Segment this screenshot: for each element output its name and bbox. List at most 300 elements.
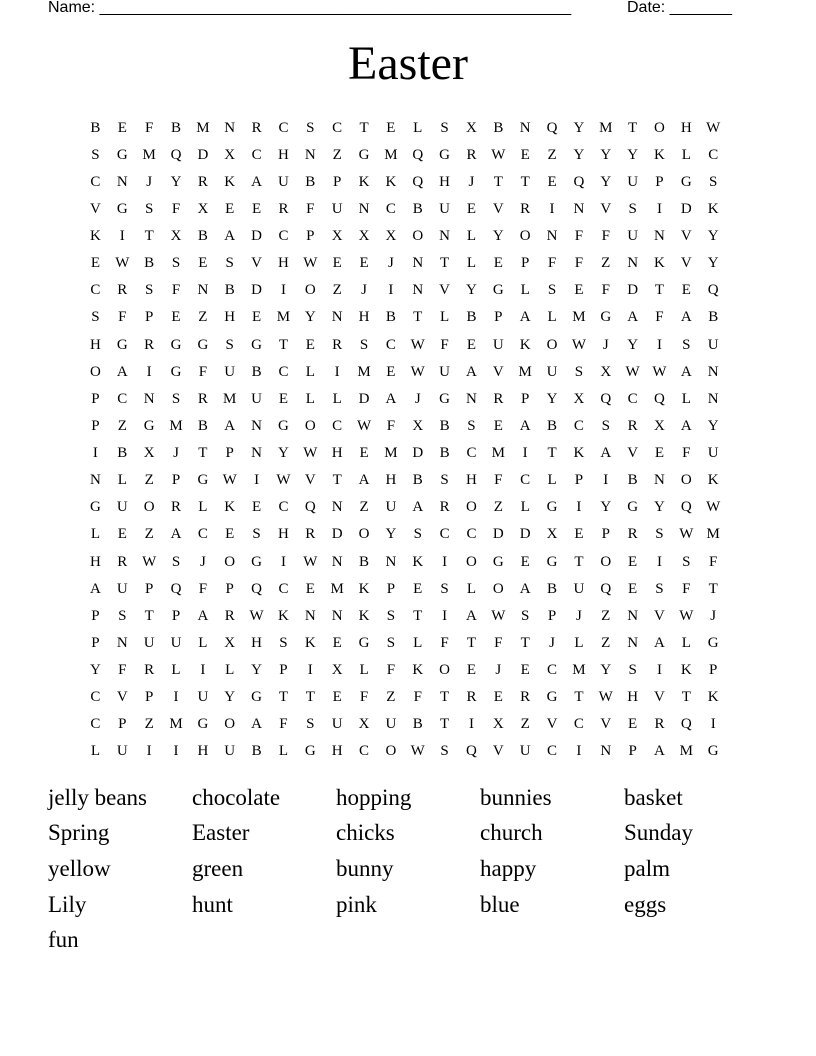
- grid-letter: A: [654, 634, 665, 651]
- grid-letter: C: [251, 146, 262, 163]
- grid-letter: E: [252, 499, 262, 516]
- grid-letter: F: [682, 445, 691, 462]
- grid-letter: P: [521, 255, 530, 272]
- grid-letter: S: [601, 417, 610, 434]
- grid-letter: Y: [600, 146, 612, 163]
- grid-letter: I: [656, 662, 662, 679]
- grid-letter: E: [413, 580, 423, 597]
- grid-letter: E: [547, 173, 557, 190]
- grid-letter: X: [492, 716, 504, 733]
- grid-letter: F: [198, 363, 208, 380]
- grid-letter: O: [412, 228, 424, 245]
- grid-letter: L: [681, 634, 691, 651]
- grid-letter: Q: [251, 580, 262, 597]
- grid-letter: N: [331, 309, 343, 326]
- grid-letter: Z: [601, 634, 611, 651]
- grid-letter: P: [655, 173, 664, 190]
- grid-letter: K: [519, 336, 531, 353]
- grid-letter: S: [225, 255, 234, 272]
- grid-letter: S: [171, 255, 181, 272]
- grid-letter: Q: [546, 119, 558, 136]
- grid-letter: T: [278, 336, 289, 353]
- word-list-item: Lily: [48, 891, 87, 917]
- grid-letter: I: [173, 689, 179, 706]
- grid-letter: X: [573, 390, 585, 407]
- grid-letter: C: [90, 716, 101, 733]
- grid-letter: M: [572, 662, 586, 679]
- grid-letter: B: [547, 580, 558, 597]
- grid-letter: E: [117, 119, 127, 136]
- grid-letter: T: [278, 689, 289, 706]
- grid-letter: L: [466, 255, 477, 272]
- grid-letter: F: [574, 228, 584, 245]
- grid-letter: N: [654, 472, 665, 489]
- grid-letter: O: [439, 662, 451, 679]
- grid-letter: E: [332, 634, 342, 651]
- grid-letter: S: [413, 526, 422, 543]
- word-list-item: chocolate: [192, 784, 281, 810]
- grid-letter: N: [143, 390, 155, 407]
- grid-letter: F: [601, 282, 610, 299]
- grid-letter: X: [143, 445, 155, 462]
- grid-letter: R: [278, 200, 289, 217]
- grid-letter: Y: [654, 499, 665, 516]
- grid-letter: B: [171, 119, 182, 136]
- grid-letter: C: [278, 119, 289, 136]
- word-list-item: church: [480, 820, 543, 846]
- grid-letter: R: [144, 662, 155, 679]
- grid-letter: D: [492, 526, 504, 543]
- grid-row: [82, 440, 738, 467]
- grid-letter: G: [439, 390, 451, 407]
- grid-letter: X: [224, 146, 236, 163]
- grid-letter: P: [171, 607, 181, 624]
- grid-letter: K: [358, 607, 370, 624]
- grid-letter: J: [549, 634, 555, 651]
- grid-letter: D: [519, 526, 531, 543]
- grid-letter: G: [600, 309, 612, 326]
- grid-letter: L: [413, 634, 423, 651]
- word-list-row: [48, 887, 768, 923]
- grid-letter: S: [279, 634, 288, 651]
- grid-letter: G: [197, 472, 209, 489]
- grid-letter: L: [90, 743, 101, 760]
- grid-letter: Z: [144, 716, 154, 733]
- grid-letter: K: [654, 255, 665, 272]
- grid-letter: P: [144, 689, 154, 706]
- grid-letter: B: [251, 743, 262, 760]
- grid-letter: U: [385, 499, 397, 516]
- grid-letter: X: [385, 228, 397, 245]
- grid-letter: I: [522, 445, 528, 462]
- grid-letter: M: [169, 716, 183, 733]
- grid-row: [82, 629, 738, 656]
- grid-letter: Y: [627, 146, 639, 163]
- grid-letter: N: [627, 255, 639, 272]
- grid-letter: E: [628, 716, 638, 733]
- grid-letter: T: [413, 309, 423, 326]
- grid-letter: U: [627, 173, 639, 190]
- grid-letter: S: [144, 282, 154, 299]
- grid-letter: D: [251, 282, 262, 299]
- grid-letter: E: [386, 363, 396, 380]
- grid-letter: E: [225, 200, 235, 217]
- grid-letter: B: [251, 363, 262, 380]
- word-list-item: green: [192, 855, 244, 881]
- grid-letter: A: [680, 363, 692, 380]
- grid-letter: F: [359, 689, 369, 706]
- grid-letter: S: [118, 607, 127, 624]
- grid-letter: L: [305, 363, 315, 380]
- grid-letter: E: [520, 662, 530, 679]
- grid-letter: L: [413, 119, 423, 136]
- grid-letter: G: [143, 417, 155, 434]
- grid-letter: T: [628, 119, 638, 136]
- grid-letter: I: [442, 607, 448, 624]
- grid-letter: L: [681, 390, 691, 407]
- grid-letter: Q: [573, 173, 585, 190]
- grid-letter: P: [144, 580, 154, 597]
- grid-letter: G: [116, 200, 128, 217]
- grid-letter: A: [466, 363, 477, 380]
- grid-letter: A: [385, 390, 397, 407]
- grid-letter: Y: [90, 662, 101, 679]
- grid-letter: G: [492, 282, 504, 299]
- grid-letter: Z: [144, 526, 154, 543]
- grid-letter: V: [90, 200, 101, 217]
- grid-letter: O: [90, 363, 101, 380]
- grid-letter: O: [143, 499, 155, 516]
- grid-letter: A: [519, 417, 531, 434]
- grid-letter: I: [388, 282, 394, 299]
- grid-letter: S: [682, 336, 691, 353]
- grid-letter: Q: [304, 499, 316, 516]
- grid-letter: M: [491, 445, 505, 462]
- grid-letter: W: [598, 689, 613, 706]
- grid-letter: K: [707, 200, 719, 217]
- grid-letter: U: [331, 200, 343, 217]
- grid-letter: Y: [278, 445, 289, 462]
- word-list-item: pink: [336, 891, 377, 917]
- grid-letter: T: [440, 716, 450, 733]
- grid-letter: M: [599, 119, 613, 136]
- grid-letter: I: [576, 743, 582, 760]
- grid-letter: Q: [707, 282, 719, 299]
- word-list-row: [48, 922, 768, 958]
- grid-letter: Y: [627, 336, 639, 353]
- grid-letter: I: [576, 499, 582, 516]
- grid-letter: B: [412, 472, 423, 489]
- grid-letter: L: [466, 580, 477, 597]
- grid-letter: U: [197, 689, 209, 706]
- grid-letter: N: [331, 553, 343, 570]
- grid-letter: B: [466, 309, 477, 326]
- grid-letter: Q: [654, 390, 665, 407]
- grid-letter: S: [574, 363, 584, 380]
- grid-letter: N: [251, 445, 262, 462]
- grid-letter: A: [412, 499, 424, 516]
- grid-letter: K: [304, 634, 316, 651]
- grid-letter: G: [439, 146, 451, 163]
- grid-letter: E: [466, 336, 477, 353]
- grid-letter: S: [386, 634, 396, 651]
- grid-letter: Q: [412, 146, 424, 163]
- grid-letter: D: [412, 445, 424, 462]
- grid-letter: E: [117, 526, 127, 543]
- grid-letter: Z: [198, 309, 208, 326]
- grid-letter: Z: [117, 417, 127, 434]
- grid-row: [82, 467, 738, 494]
- grid-letter: L: [117, 472, 127, 489]
- grid-letter: N: [627, 634, 639, 651]
- grid-letter: D: [358, 390, 370, 407]
- grid-letter: Z: [547, 146, 557, 163]
- word-list-row: [48, 780, 768, 816]
- grid-letter: M: [357, 363, 371, 380]
- grid-letter: F: [386, 417, 396, 434]
- grid-letter: K: [358, 173, 370, 190]
- grid-letter: U: [385, 716, 397, 733]
- grid-letter: U: [116, 743, 128, 760]
- grid-letter: J: [468, 173, 475, 190]
- grid-letter: O: [385, 743, 397, 760]
- grid-letter: B: [224, 282, 235, 299]
- grid-letter: P: [91, 607, 100, 624]
- grid-letter: F: [494, 472, 503, 489]
- grid-letter: P: [91, 390, 100, 407]
- grid-letter: U: [492, 336, 504, 353]
- grid-letter: Z: [359, 499, 369, 516]
- grid-letter: I: [656, 336, 662, 353]
- grid-letter: F: [118, 662, 127, 679]
- grid-letter: B: [708, 309, 719, 326]
- grid-letter: K: [573, 445, 585, 462]
- grid-letter: R: [305, 526, 316, 543]
- grid-letter: C: [332, 417, 343, 434]
- grid-letter: D: [197, 146, 209, 163]
- grid-letter: T: [681, 689, 691, 706]
- grid-letter: L: [440, 309, 450, 326]
- grid-letter: T: [332, 472, 342, 489]
- grid-letter: T: [198, 445, 208, 462]
- grid-letter: G: [546, 553, 558, 570]
- grid-letter: B: [197, 228, 208, 245]
- grid-letter: S: [440, 472, 449, 489]
- word-list-item: palm: [624, 855, 670, 881]
- grid-letter: V: [304, 472, 316, 489]
- grid-letter: H: [251, 634, 262, 651]
- grid-row: [82, 168, 738, 195]
- grid-letter: T: [305, 689, 315, 706]
- grid-letter: O: [546, 336, 558, 353]
- grid-letter: C: [332, 119, 343, 136]
- grid-letter: H: [90, 336, 101, 353]
- grid-letter: B: [305, 173, 316, 190]
- grid-letter: N: [546, 228, 558, 245]
- grid-letter: C: [708, 146, 719, 163]
- word-list-item: basket: [624, 784, 683, 810]
- grid-letter: F: [440, 336, 449, 353]
- grid-letter: E: [305, 336, 315, 353]
- grid-letter: H: [90, 553, 101, 570]
- grid-letter: B: [117, 445, 128, 462]
- word-list-item: eggs: [624, 891, 667, 917]
- grid-letter: W: [706, 119, 721, 136]
- grid-letter: A: [600, 445, 612, 462]
- grid-letter: V: [492, 363, 504, 380]
- grid-letter: N: [197, 282, 209, 299]
- grid-letter: K: [90, 228, 101, 245]
- grid-letter: N: [116, 173, 128, 190]
- grid-letter: X: [412, 417, 424, 434]
- grid-letter: P: [386, 580, 396, 597]
- grid-letter: Q: [170, 580, 182, 597]
- grid-letter: I: [307, 662, 313, 679]
- grid-letter: C: [385, 336, 396, 353]
- grid-letter: G: [304, 743, 316, 760]
- grid-letter: G: [492, 553, 504, 570]
- grid-letter: L: [225, 662, 235, 679]
- grid-letter: Y: [600, 173, 612, 190]
- grid-letter: R: [224, 607, 235, 624]
- grid-letter: X: [331, 662, 343, 679]
- grid-letter: H: [439, 173, 451, 190]
- word-list-item: chicks: [336, 820, 395, 846]
- grid-letter: E: [493, 255, 503, 272]
- grid-letter: F: [574, 255, 584, 272]
- grid-letter: K: [385, 173, 397, 190]
- grid-letter: U: [439, 363, 451, 380]
- grid-letter: P: [601, 526, 610, 543]
- grid-letter: X: [331, 228, 343, 245]
- grid-letter: D: [627, 282, 639, 299]
- grid-letter: E: [359, 445, 369, 462]
- grid-letter: S: [628, 200, 637, 217]
- grid-letter: A: [170, 526, 182, 543]
- grid-letter: J: [361, 282, 367, 299]
- grid-letter: R: [197, 390, 208, 407]
- grid-letter: E: [574, 282, 584, 299]
- grid-letter: M: [330, 580, 344, 597]
- grid-letter: T: [547, 445, 557, 462]
- grid-letter: A: [519, 309, 531, 326]
- grid-letter: L: [681, 146, 691, 163]
- grid-letter: V: [600, 716, 612, 733]
- grid-letter: W: [491, 607, 506, 624]
- grid-letter: J: [173, 445, 179, 462]
- grid-letter: P: [494, 309, 503, 326]
- grid-letter: I: [280, 282, 286, 299]
- grid-letter: E: [520, 146, 530, 163]
- grid-letter: Y: [573, 146, 585, 163]
- grid-letter: Q: [680, 499, 692, 516]
- grid-letter: I: [173, 743, 179, 760]
- name-field-label: Name: _____________________________________________________: [48, 0, 572, 16]
- grid-letter: E: [386, 119, 396, 136]
- grid-letter: Y: [707, 228, 719, 245]
- grid-letter: C: [90, 689, 101, 706]
- grid-letter: G: [707, 743, 719, 760]
- grid-letter: J: [414, 390, 421, 407]
- grid-letter: I: [656, 553, 662, 570]
- grid-letter: R: [144, 336, 155, 353]
- grid-row: [82, 575, 738, 602]
- grid-letter: R: [332, 336, 343, 353]
- grid-letter: P: [225, 445, 234, 462]
- grid-letter: O: [224, 716, 236, 733]
- grid-letter: J: [602, 336, 609, 353]
- grid-letter: T: [144, 607, 154, 624]
- grid-letter: H: [385, 472, 397, 489]
- grid-letter: L: [520, 282, 530, 299]
- grid-letter: G: [251, 689, 262, 706]
- grid-letter: O: [654, 119, 665, 136]
- grid-letter: A: [519, 580, 531, 597]
- grid-letter: T: [654, 282, 665, 299]
- grid-letter: X: [224, 634, 236, 651]
- grid-letter: H: [197, 743, 209, 760]
- grid-letter: Y: [304, 309, 316, 326]
- grid-letter: Y: [546, 390, 558, 407]
- grid-letter: Y: [170, 173, 182, 190]
- grid-letter: K: [224, 173, 236, 190]
- grid-letter: I: [146, 743, 152, 760]
- grid-letter: N: [707, 390, 719, 407]
- grid-letter: E: [574, 526, 584, 543]
- grid-letter: N: [90, 472, 101, 489]
- grid-letter: Q: [680, 716, 692, 733]
- grid-letter: T: [520, 173, 530, 190]
- grid-letter: W: [356, 417, 372, 434]
- grid-row: [82, 657, 738, 684]
- grid-letter: W: [410, 743, 425, 760]
- grid-letter: Y: [707, 255, 719, 272]
- grid-letter: B: [627, 472, 638, 489]
- grid-letter: F: [655, 309, 664, 326]
- grid-letter: R: [627, 417, 638, 434]
- grid-letter: S: [171, 553, 181, 570]
- grid-row: [82, 385, 738, 412]
- grid-letter: F: [306, 200, 315, 217]
- grid-letter: J: [199, 553, 206, 570]
- grid-letter: X: [600, 363, 612, 380]
- grid-letter: C: [466, 526, 477, 543]
- grid-letter: T: [466, 634, 477, 651]
- grid-letter: S: [655, 526, 664, 543]
- grid-letter: V: [492, 200, 504, 217]
- grid-letter: I: [656, 200, 662, 217]
- grid-letter: N: [466, 390, 477, 407]
- grid-letter: N: [412, 282, 424, 299]
- grid-letter: I: [146, 363, 152, 380]
- word-list-item: happy: [480, 855, 537, 881]
- grid-letter: W: [115, 255, 130, 272]
- word-search-grid: [82, 114, 738, 765]
- grid-letter: G: [546, 499, 558, 516]
- grid-letter: V: [116, 689, 128, 706]
- grid-letter: U: [143, 634, 155, 651]
- grid-letter: S: [306, 119, 315, 136]
- grid-letter: R: [197, 173, 208, 190]
- grid-letter: B: [359, 553, 370, 570]
- grid-letter: Y: [466, 282, 477, 299]
- grid-letter: C: [278, 580, 289, 597]
- grid-letter: T: [493, 173, 503, 190]
- grid-letter: Z: [493, 499, 503, 516]
- grid-letter: T: [440, 255, 450, 272]
- grid-letter: W: [625, 363, 640, 380]
- word-list-item: fun: [48, 927, 79, 953]
